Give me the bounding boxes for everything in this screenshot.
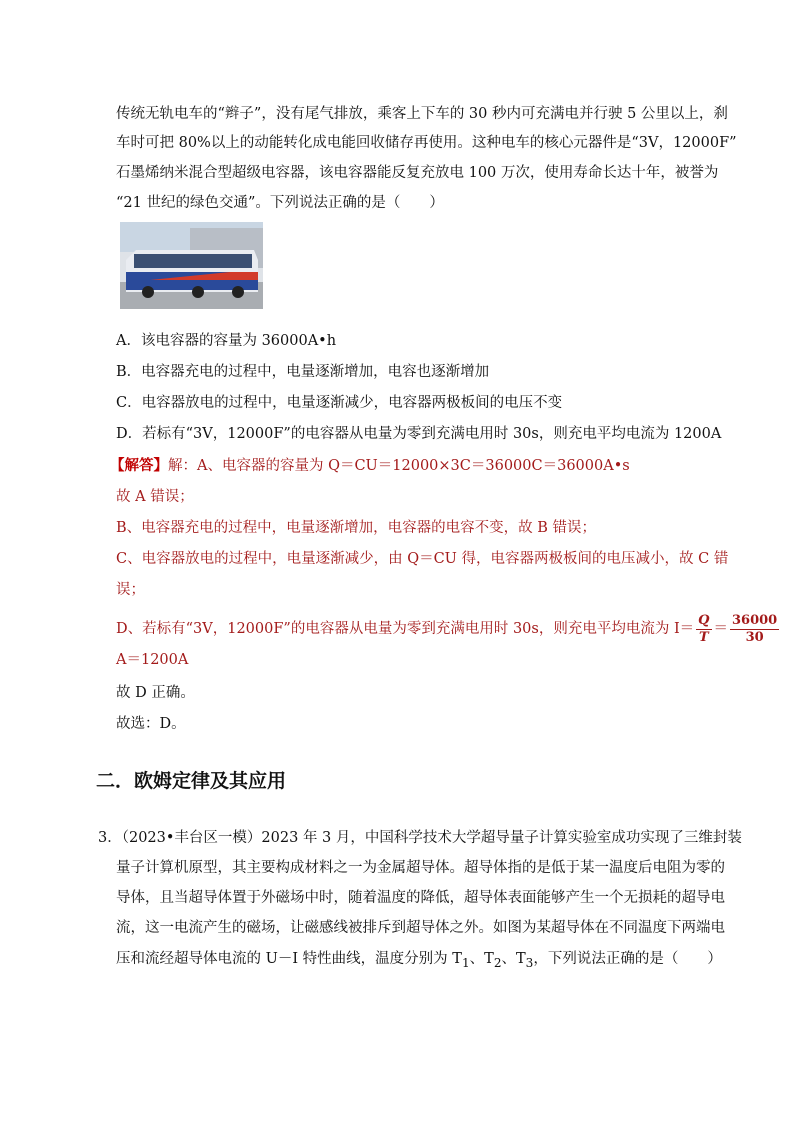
bus-illustration — [120, 222, 263, 309]
answer-text-6: D、若标有“3V，12000F”的电容器从电量为零到充满电用时 30s，则充电平均电流为 I＝ — [116, 621, 695, 637]
frac2-den: 30 — [745, 629, 764, 645]
q3-sep-1: 、T — [469, 951, 494, 967]
answer-line-7: A＝1200A — [116, 652, 189, 668]
q3-text-post: ，下列说法正确的是（ ） — [533, 951, 722, 967]
question3-line-3: 导体，且当超导体置于外磁场中时，随着温度的降低，超导体表面能够产生一个无损耗的超导电 — [116, 890, 725, 906]
answer-line-3: B、电容器充电的过程中，电量逐渐增加，电容器的电容不变，故 B 错误； — [116, 520, 597, 536]
question3-line-1: 3．（2023•丰台区一模）2023 年 3 月，中国科学技术大学超导量子计算实验室成功实现了三维封装 — [98, 830, 742, 846]
answer-tag: 【解答】 — [110, 457, 168, 474]
q3-sep-2: 、T — [501, 951, 526, 967]
option-b: B．电容器充电的过程中，电量逐渐增加，电容也逐渐增加 — [116, 364, 490, 380]
question3-line-5 — [116, 949, 722, 973]
answer-line-9: 故选：D。 — [116, 716, 186, 732]
option-d: D．若标有“3V，12000F”的电容器从电量为零到充满电用时 30s，则充电平均电流为 1200A — [116, 426, 722, 442]
intro-line-2: 车时可把 80%以上的动能转化成电能回收储存再使用。这种电车的核心元器件是“3V，12000F” — [116, 135, 737, 151]
section-heading: 二．欧姆定律及其应用 — [96, 770, 287, 792]
answer-line-2: 故 A 错误； — [116, 489, 194, 505]
subscript-2: 2 — [493, 955, 502, 970]
answer-line-5: 误； — [116, 582, 145, 598]
option-c: C．电容器放电的过程中，电量逐渐减少，电容器两极板间的电压不变 — [116, 395, 563, 411]
question3-line-4: 流，这一电流产生的磁场，让磁感线被排斥到超导体之外。如图为某超导体在不同温度下两端电 — [116, 920, 725, 936]
answer-line-4: C、电容器放电的过程中，电量逐渐减少，由 Q＝CU 得，电容器两极板间的电压减小，故 C 错 — [116, 551, 729, 567]
answer-text-1: 解：A、电容器的容量为 Q＝CU＝12000×3C＝36000C＝36000A•s — [168, 458, 630, 474]
equals-sign: ＝ — [713, 621, 728, 637]
answer-line-8: 故 D 正确。 — [116, 685, 195, 701]
question3-line-2: 量子计算机原型，其主要构成材料之一为金属超导体。超导体指的是低于某一温度后电阻为零的 — [116, 860, 725, 876]
subscript-1: 1 — [461, 955, 470, 970]
intro-line-1: 传统无轨电车的“辫子”，没有尾气排放，乘客上下车的 30 秒内可充满电并行驶 5 公里以上，刹 — [116, 106, 728, 122]
answer-line-1 — [110, 456, 630, 476]
answer-line-6 — [116, 612, 781, 646]
option-a: A．该电容器的容量为 36000A•h — [116, 333, 337, 349]
q3-text-pre: 压和流经超导体电流的 U－I 特性曲线，温度分别为 T — [116, 951, 462, 967]
fraction-q-over-t — [696, 613, 711, 646]
intro-line-4: “21 世纪的绿色交通”。下列说法正确的是（ ） — [116, 195, 444, 211]
frac1-den: T — [698, 629, 709, 645]
intro-line-3: 石墨烯纳米混合型超级电容器，该电容器能反复充放电 100 万次，使用寿命长达十年，被誉为 — [116, 165, 719, 181]
fraction-36000-over-30 — [730, 613, 779, 646]
bus-photo — [120, 222, 263, 309]
frac2-num: 36000 — [732, 612, 778, 628]
subscript-3: 3 — [525, 955, 534, 970]
frac1-num: Q — [698, 612, 710, 628]
